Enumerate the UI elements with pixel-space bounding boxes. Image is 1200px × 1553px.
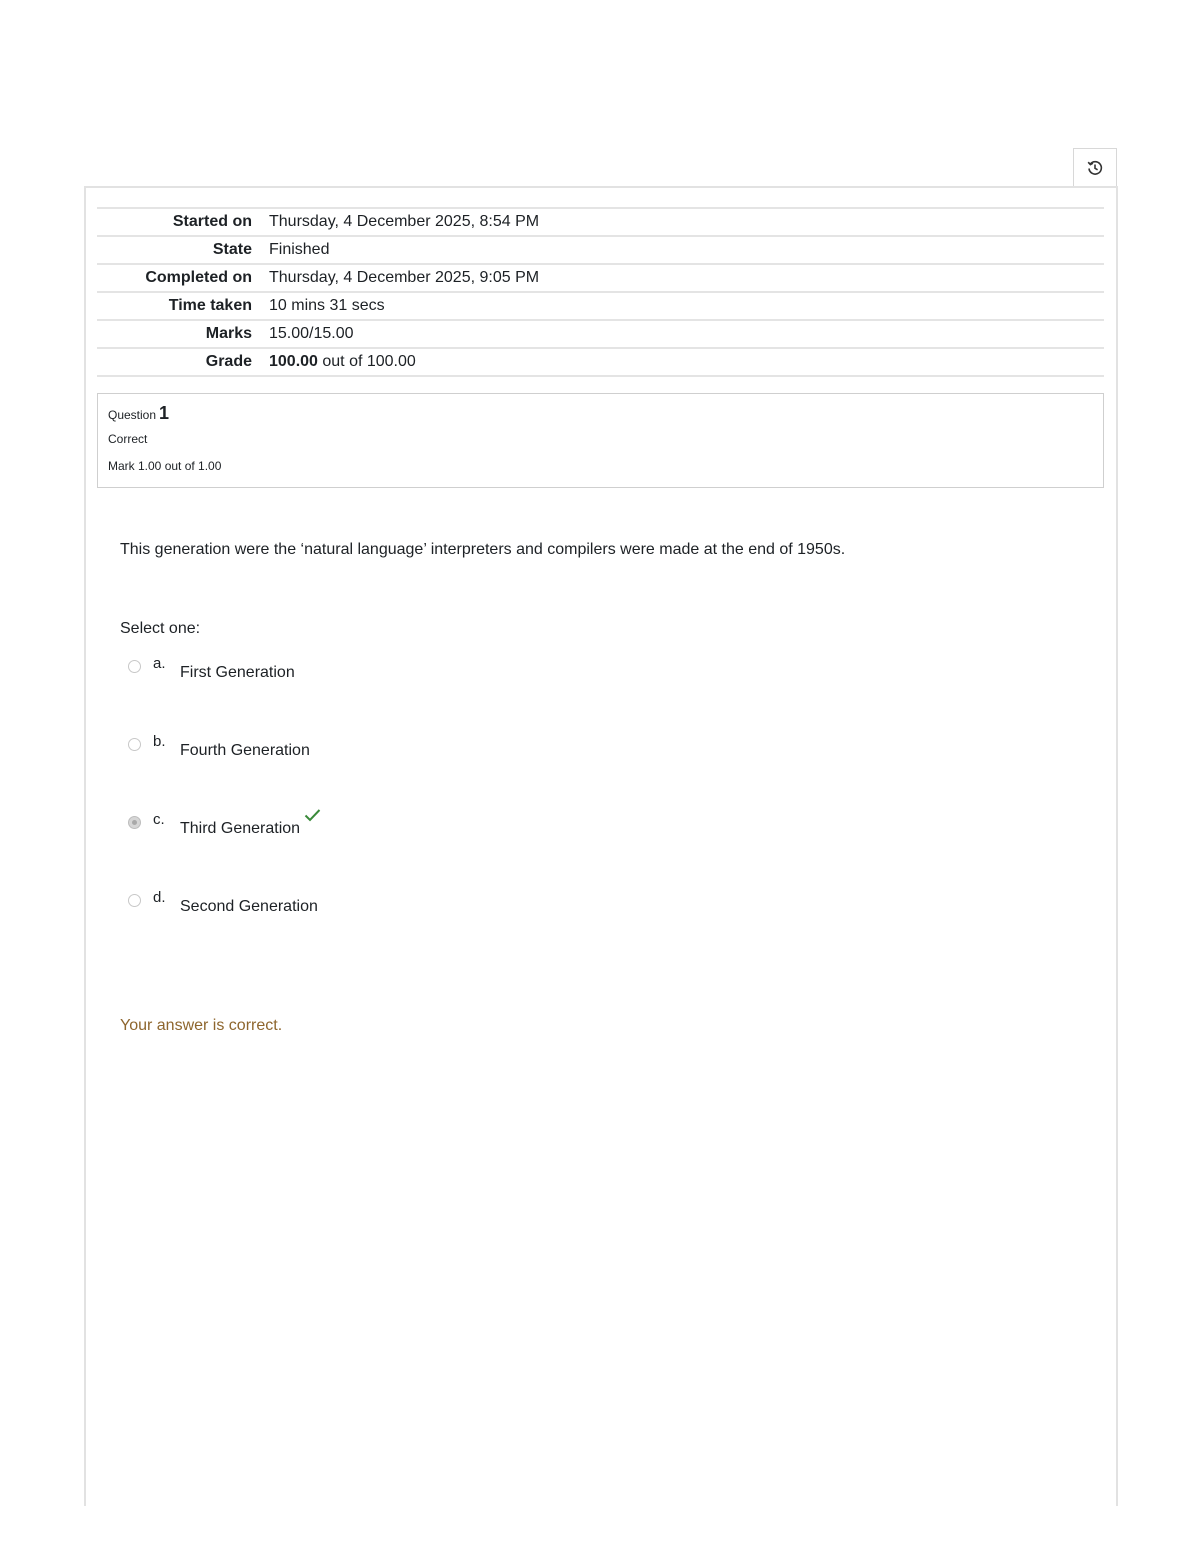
history-button[interactable]: [1073, 148, 1117, 186]
state-label: State: [97, 236, 269, 264]
option-text: First Generation: [180, 664, 295, 681]
question-number: [108, 403, 1093, 424]
grade-value: [269, 348, 1104, 376]
summary-row-time: [97, 292, 1104, 320]
summary-row-completed: [97, 264, 1104, 292]
check-icon: [304, 808, 321, 822]
time-taken-label: Time taken: [97, 292, 269, 320]
history-icon: [1086, 159, 1104, 177]
state-value: Finished: [269, 236, 1104, 264]
question-state: Correct: [108, 432, 148, 446]
radio-b[interactable]: [128, 738, 141, 751]
question-label: Question: [108, 408, 157, 422]
question-text: This generation were the ‘natural language’ interpreters and compilers were made at the end of 1950s.: [120, 541, 846, 558]
answer-feedback: Your answer is correct.: [120, 1017, 283, 1034]
marks-label: Marks: [97, 320, 269, 348]
option-text: Second Generation: [180, 898, 318, 915]
attempt-summary-table: [97, 207, 1104, 377]
started-on-label: Started on: [97, 208, 269, 236]
option-text: Fourth Generation: [180, 742, 310, 759]
radio-d[interactable]: [128, 894, 141, 907]
completed-on-label: Completed on: [97, 264, 269, 292]
radio-a[interactable]: [128, 660, 141, 673]
quiz-review-panel: [84, 186, 1118, 1506]
grade-score: 100.00: [269, 353, 318, 370]
question-info-box: [97, 393, 1104, 488]
radio-c-selected[interactable]: [128, 816, 141, 829]
time-taken-value: 10 mins 31 secs: [269, 292, 1104, 320]
question-mark: Mark 1.00 out of 1.00: [108, 459, 222, 473]
option-letter: d.: [153, 889, 166, 906]
summary-row-started: [97, 208, 1104, 236]
summary-row-state: [97, 236, 1104, 264]
option-text: Third Generation: [180, 820, 301, 837]
option-letter: b.: [153, 733, 166, 750]
question-number-value: 1: [159, 403, 170, 423]
completed-on-value: Thursday, 4 December 2025, 9:05 PM: [269, 264, 1104, 292]
option-letter: c.: [153, 811, 165, 828]
select-one-prompt: Select one:: [120, 620, 201, 637]
started-on-value: Thursday, 4 December 2025, 8:54 PM: [269, 208, 1104, 236]
summary-row-grade: [97, 348, 1104, 376]
grade-out-of: out of 100.00: [317, 353, 416, 370]
grade-label: Grade: [97, 348, 269, 376]
summary-row-marks: [97, 320, 1104, 348]
option-text-correct: [180, 820, 321, 838]
marks-value: 15.00/15.00: [269, 320, 1104, 348]
option-letter: a.: [153, 655, 166, 672]
